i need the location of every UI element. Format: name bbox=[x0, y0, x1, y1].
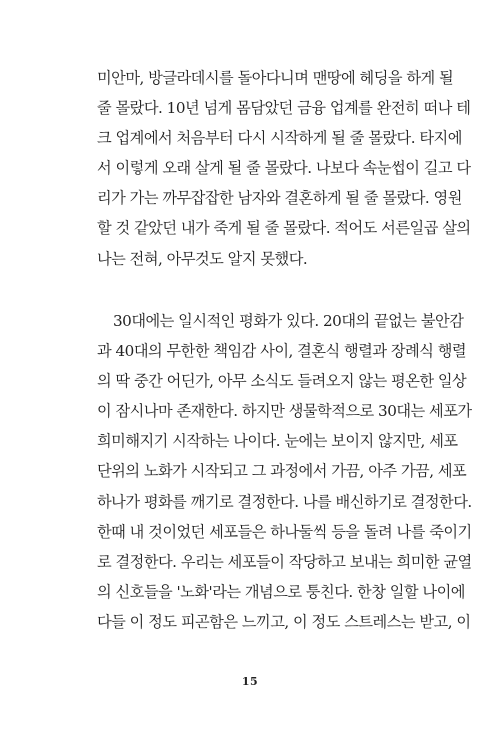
text-line: 서 이렇게 오래 살게 될 줄 몰랐다. 나보다 속눈썹이 길고 다 bbox=[97, 159, 471, 178]
text-line: 의 딱 중간 어딘가, 아무 소식도 들려오지 않는 평온한 일상 bbox=[97, 372, 467, 391]
text-line: 한때 내 것이었던 세포들은 하나둘씩 등을 돌려 나를 죽이기 bbox=[97, 522, 472, 541]
text-line: 30대에는 일시적인 평화가 있다. 20대의 끝없는 불안감 bbox=[113, 312, 464, 330]
text-line: 줄 몰랐다. 10년 넘게 몸담았던 금융 업계를 완전히 떠나 테 bbox=[97, 99, 471, 118]
text-line: 하나가 평화를 깨기로 결정한다. 나를 배신하기로 결정한다. bbox=[97, 492, 472, 511]
text-line: 희미해지기 시작하는 나이다. 눈에는 보이지 않지만, 세포 bbox=[97, 432, 458, 451]
text-line: 다들 이 정도 피곤함은 느끼고, 이 정도 스트레스는 받고, 이 bbox=[97, 612, 471, 631]
text-line: 단위의 노화가 시작되고 그 과정에서 가끔, 아주 가끔, 세포 bbox=[97, 462, 467, 481]
text-line: 이 잠시나마 존재한다. 하지만 생물학적으로 30대는 세포가 bbox=[97, 402, 472, 421]
paragraph-1 bbox=[97, 63, 471, 274]
text-line: 의 신호들을 '노화'라는 개념으로 퉁친다. 한창 일할 나이에 bbox=[97, 582, 465, 601]
text-line: 로 결정한다. 우리는 세포들이 작당하고 보내는 희미한 균열 bbox=[97, 552, 472, 571]
text-line: 리가 가는 까무잡잡한 남자와 결혼하게 될 줄 몰랐다. 영원 bbox=[97, 189, 462, 208]
paragraph-2 bbox=[97, 306, 472, 637]
text-line: 나는 전혀, 아무것도 알지 못했다. bbox=[97, 249, 308, 268]
text-line: 할 것 같았던 내가 죽게 될 줄 몰랐다. 적어도 서른일곱 살의 bbox=[97, 219, 471, 238]
text-line: 미안마, 방글라데시를 돌아다니며 맨땅에 헤딩을 하게 될 bbox=[97, 69, 454, 87]
page-number: 15 bbox=[241, 675, 259, 688]
text-line: 과 40대의 무한한 책임감 사이, 결혼식 행렬과 장례식 행렬 bbox=[97, 342, 467, 361]
text-line: 크 업계에서 처음부터 다시 시작하게 될 줄 몰랐다. 타지에 bbox=[97, 129, 462, 148]
